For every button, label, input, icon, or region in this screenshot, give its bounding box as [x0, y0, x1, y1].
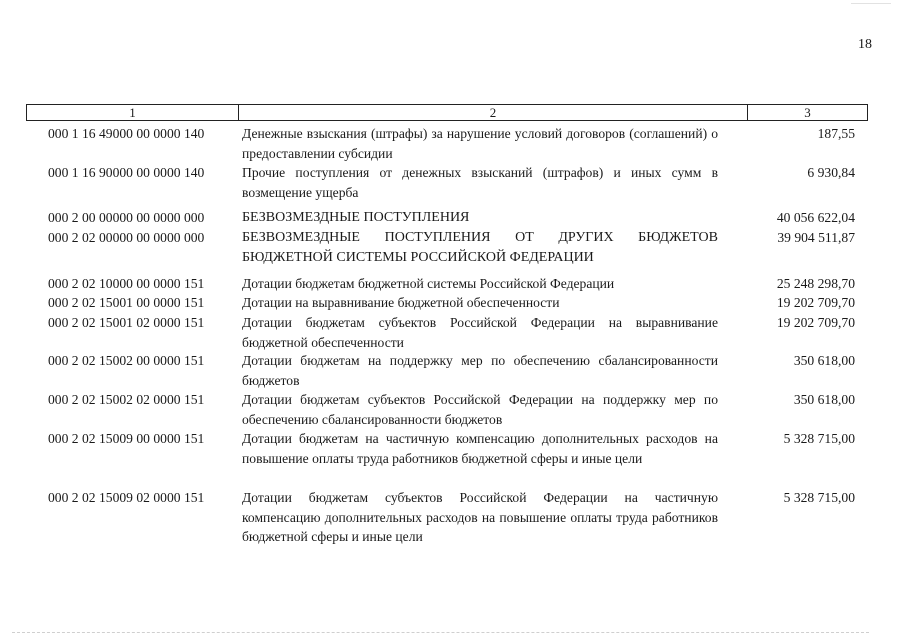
- table-header: [26, 104, 868, 121]
- row-amount: 6 930,84: [807, 165, 855, 180]
- budget-code: 000 2 02 15001 00 0000 151: [48, 295, 205, 310]
- scan-artifact: [851, 3, 891, 4]
- row-amount: 40 056 622,04: [776, 210, 855, 225]
- row-amount: 5 328 715,00: [783, 431, 855, 446]
- row-amount: 19 202 709,70: [776, 295, 855, 310]
- row-amount: 25 248 298,70: [776, 276, 855, 291]
- row-amount: 5 328 715,00: [783, 490, 855, 505]
- header-col-3: 3: [804, 105, 811, 120]
- scan-edge-artifact: [12, 632, 869, 633]
- budget-code: 000 2 02 00000 00 0000 000: [48, 230, 205, 245]
- budget-code: 000 2 02 15002 02 0000 151: [48, 392, 205, 407]
- budget-code: 000 1 16 49000 00 0000 140: [48, 126, 205, 141]
- row-description: Дотации бюджетам субъектов Российской Федерации на выравнивание бюджетной обеспеченности: [242, 315, 718, 350]
- row-amount: 19 202 709,70: [776, 315, 855, 330]
- row-description: Дотации бюджетам субъектов Российской Федерации на частичную компенсацию дополнительных расходов на повышение оплаты труда работников бюджетной сферы и иные цели: [242, 490, 718, 544]
- budget-code: 000 2 02 15002 00 0000 151: [48, 353, 205, 368]
- row-amount: 350 618,00: [793, 392, 855, 407]
- header-col-2: 2: [239, 105, 748, 120]
- budget-code: 000 1 16 90000 00 0000 140: [48, 165, 205, 180]
- row-description: Дотации бюджетам бюджетной системы Российской Федерации: [242, 276, 615, 291]
- row-description: БЕЗВОЗМЕЗДНЫЕ ПОСТУПЛЕНИЯ ОТ ДРУГИХ БЮДЖЕТОВ БЮДЖЕТНОЙ СИСТЕМЫ РОССИЙСКОЙ ФЕДЕРАЦИИ: [242, 230, 718, 265]
- page-number: 18: [858, 37, 872, 52]
- budget-code: 000 2 02 10000 00 0000 151: [48, 276, 205, 291]
- row-amount: 39 904 511,87: [777, 230, 855, 245]
- budget-code: 000 2 02 15009 00 0000 151: [48, 431, 205, 446]
- row-description: Дотации бюджетам на поддержку мер по обеспечению сбалансированности бюджетов: [242, 353, 718, 388]
- row-amount: 350 618,00: [793, 353, 855, 368]
- budget-code: 000 2 02 15009 02 0000 151: [48, 490, 205, 505]
- row-description: Дотации бюджетам на частичную компенсацию дополнительных расходов на повышение оплаты труда работников бюджетной сферы и иные цели: [242, 431, 718, 466]
- header-col-1: 1: [27, 105, 239, 120]
- row-description: Прочие поступления от денежных взысканий (штрафов) и иных сумм в возмещение ущерба: [242, 165, 718, 200]
- row-description: Дотации бюджетам субъектов Российской Федерации на поддержку мер по обеспечению сбалансированности бюджетов: [242, 392, 718, 427]
- row-description: Дотации на выравнивание бюджетной обеспеченности: [242, 295, 560, 310]
- row-description: БЕЗВОЗМЕЗДНЫЕ ПОСТУПЛЕНИЯ: [242, 210, 470, 225]
- row-amount: 187,55: [817, 126, 855, 141]
- row-description: Денежные взыскания (штрафы) за нарушение условий договоров (соглашений) о предоставлении субсидии: [242, 126, 718, 161]
- budget-code: 000 2 00 00000 00 0000 000: [48, 210, 205, 225]
- budget-code: 000 2 02 15001 02 0000 151: [48, 315, 205, 330]
